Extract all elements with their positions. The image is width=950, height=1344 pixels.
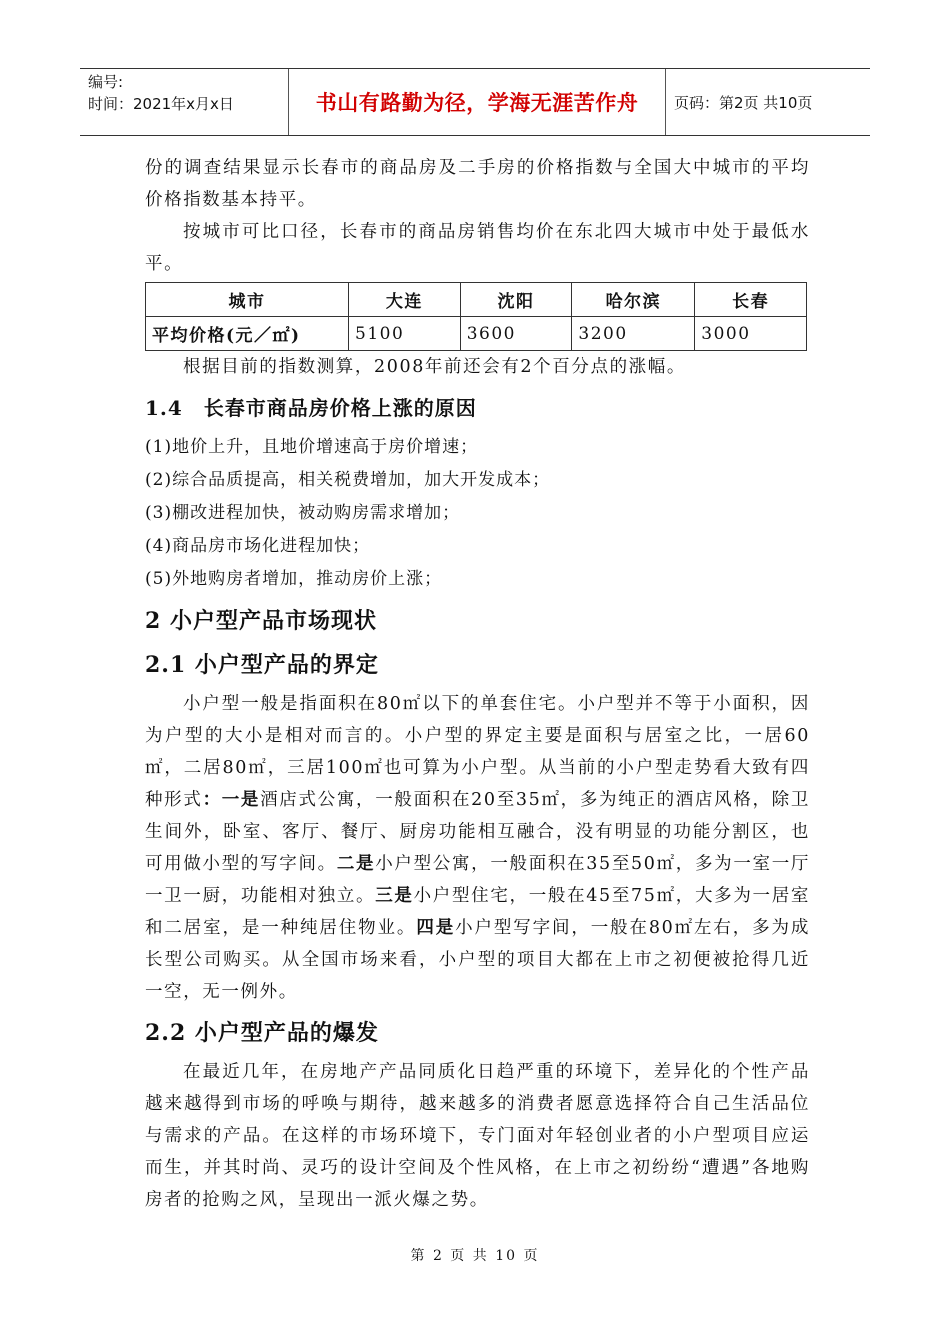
table-row (146, 317, 807, 351)
table-cell: 3200 (572, 317, 695, 351)
list-item: (2)综合品质提高，相关税费增加，加大开发成本； (145, 470, 551, 490)
header-page-info: 页码：第2页 共10页 (674, 93, 813, 112)
paragraph: 份的调查结果显示长春市的商品房及二手房的价格指数与全国大中城市的平均价格指数基本持平。 (145, 158, 810, 210)
text-span: 小户型公寓，一般面积在35至50㎡，多为一室一厅一卫一厨，功能相对独立。 (145, 854, 811, 906)
table-header-cell: 哈尔滨 (572, 283, 695, 317)
page-header (80, 68, 870, 136)
section-heading: 2 小户型产品市场现状 (145, 608, 377, 634)
bold-span: 四是 (416, 918, 456, 938)
document-body (145, 152, 810, 1216)
list-item: (5)外地购房者增加，推动房价上涨； (145, 569, 443, 589)
price-table (145, 282, 807, 351)
header-left (80, 69, 289, 135)
paragraph: 根据目前的指数测算，2008年前还会有2个百分点的涨幅。 (183, 357, 686, 377)
header-motto: 书山有路勤为径，学海无涯苦作舟 (289, 69, 666, 135)
table-header-cell: 长春 (695, 283, 807, 317)
table-cell: 3600 (460, 317, 572, 351)
bold-span: ：一是 (202, 790, 261, 810)
section-heading: 1.4 长春市商品房价格上涨的原因 (145, 396, 477, 420)
paragraph: 按城市可比口径，长春市的商品房销售均价在东北四大城市中处于最低水平。 (145, 222, 810, 274)
table-cell: 3000 (695, 317, 807, 351)
table-header-cell: 城市 (146, 283, 349, 317)
page-footer: 第 2 页 共 10 页 (410, 1248, 540, 1264)
paragraph (145, 688, 810, 1008)
paragraph: 在最近几年，在房地产产品同质化日趋严重的环境下，差异化的个性产品越来越得到市场的呼唤与期待，越来越多的消费者愿意选择符合自己生活品位与需求的产品。在这样的市场环境下，专门面对年轻创业者的小户型项目应运而生，并其时尚、灵巧的设计空间及个性风格，在上市之初纷纷“遭遇”各地购房者的抢购之风，呈现出一派火爆之势。 (145, 1062, 810, 1210)
table-header-cell: 沈阳 (460, 283, 572, 317)
text-span: 小户型写字间，一般在80㎡左右，多为成长型公司购买。从全国市场来看，小户型的项目大都在上市之初便被抢得几近一空，无一例外。 (145, 918, 810, 1002)
section-heading: 2.1 小户型产品的界定 (145, 652, 379, 678)
table-cell: 5100 (349, 317, 461, 351)
bold-span: 三是 (375, 886, 414, 906)
text-span: 小户型住宅，一般在45至75㎡，大多为一居室和二居室，是一种纯居住物业。 (145, 886, 810, 938)
section-heading: 2.2 小户型产品的爆发 (145, 1020, 379, 1046)
list-item: (1)地价上升，且地价增速高于房价增速； (145, 437, 479, 457)
number-label: 编号: (88, 73, 124, 91)
table-row-label: 平均价格(元／㎡) (146, 317, 349, 351)
bold-span: 二是 (336, 854, 376, 874)
list-item: (4)商品房市场化进程加快； (145, 536, 371, 556)
text-span: 小户型一般是指面积在80㎡以下的单套住宅。小户型并不等于小面积，因为户型的大小是相对而言的。小户型的界定主要是面积与居室之比，一居60㎡，二居80㎡，三居100㎡也可算为小户型。从当前的小户型走势看大致有四种形式 (145, 694, 810, 810)
text-span: 酒店式公寓，一般面积在20至35㎡，多为纯正的酒店风格，除卫生间外，卧室、客厅、餐厅、厨房功能相互融合，没有明显的功能分割区，也可用做小型的写字间。 (145, 790, 810, 874)
time-label: 时间：2021年x月x日 (88, 95, 234, 113)
table-header-row (146, 283, 807, 317)
table-header-cell: 大连 (349, 283, 461, 317)
list-item: (3)棚改进程加快，被动购房需求增加； (145, 503, 461, 523)
